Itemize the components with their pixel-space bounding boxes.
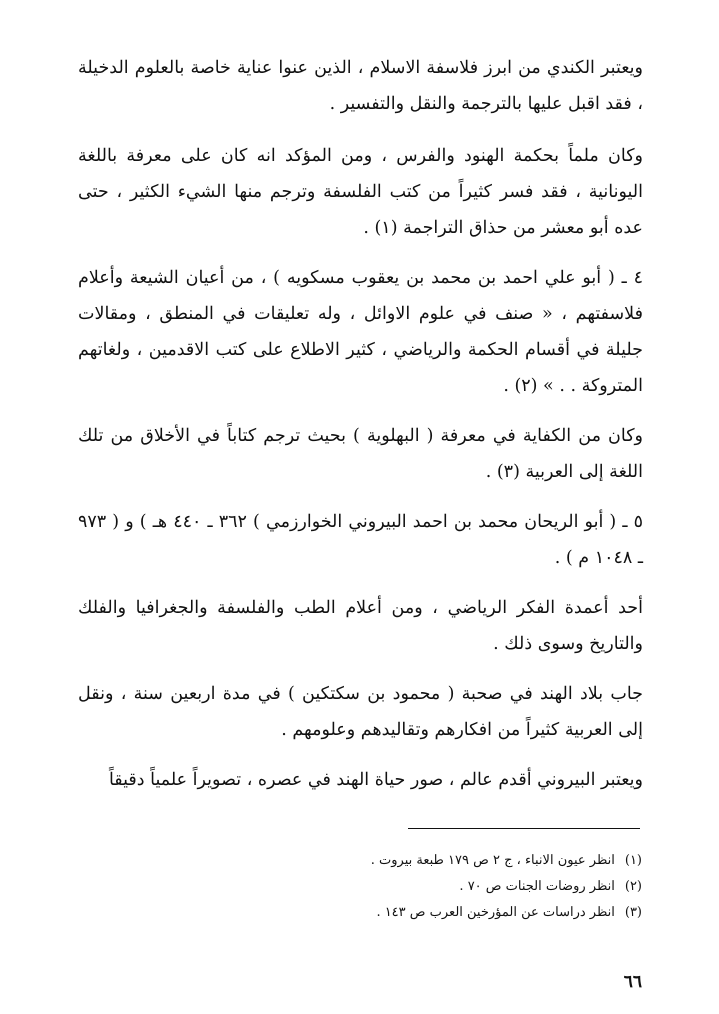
page-number: ٦٦	[623, 972, 642, 992]
footnote-number: (١)	[624, 853, 642, 868]
footnote-text: انظر روضات الجنات ص ٧٠ .	[459, 879, 615, 894]
paragraph: وكان ملماً بحكمة الهنود والفرس ، ومن المؤكد انه كان على معرفة باللغة اليونانية ، فقد فسر كثيراً من كتب الفلسفة وترجم منها الشيء الكثير ، حتى عده أبو معشر من حذاق التراجمة (١) .	[78, 146, 643, 238]
paragraph: جاب بلاد الهند في صحبة ( محمود بن سكتكين ) في مدة اربعين سنة ، ونقل إلى العربية كثيراً من افكارهم وتقاليدهم وعلومهم .	[78, 684, 643, 740]
paragraph: ٥ ـ ( أبو الريحان محمد بن احمد البيروني الخوارزمي ) ٣٦٢ ـ ٤٤٠ هـ ) و ( ٩٧٣ ـ ١٠٤٨ م ) .	[78, 512, 643, 568]
footnote-text: انظر عيون الانباء ، ج ٢ ص ١٧٩ طبعة بيروت .	[370, 853, 615, 868]
footnotes	[300, 848, 642, 926]
paragraph: ويعتبر البيروني أقدم عالم ، صور حياة الهند في عصره ، تصويراً علمياً دقيقاً	[108, 770, 643, 790]
footnote-text: انظر دراسات عن المؤرخين العرب ص ١٤٣ .	[376, 905, 615, 920]
paragraph: ٤ ـ ( أبو علي احمد بن محمد بن يعقوب مسكويه ) ، من أعيان الشيعة وأعلام فلاسفتهم ، « صنف في علوم الاوائل ، وله تعليقات في المنطق ، ومقالات جليلة في أقسام الحكمة والرياضي ، كثير الاطلاع على كتب الاقدمين ، ولغاتهم المتروكة . . » (٢) .	[78, 268, 643, 396]
paragraph: ويعتبر الكندي من ابرز فلاسفة الاسلام ، الذين عنوا عناية خاصة بالعلوم الدخيلة ، فقد اقبل عليها بالترجمة والنقل والتفسير .	[78, 58, 643, 114]
footnote-number: (٣)	[624, 905, 642, 920]
paragraph: وكان من الكفاية في معرفة ( البهلوية ) بحيث ترجم كتاباً في الأخلاق من تلك اللغة إلى العربية (٣) .	[78, 426, 643, 482]
footnote	[300, 900, 642, 926]
paragraph: أحد أعمدة الفكر الرياضي ، ومن أعلام الطب والفلسفة والجغرافيا والفلك والتاريخ وسوى ذلك .	[78, 598, 643, 654]
footnote	[300, 848, 642, 874]
footnote-number: (٢)	[624, 879, 642, 894]
footnote	[300, 874, 642, 900]
body-text	[78, 50, 643, 812]
footnote-divider	[408, 828, 640, 829]
